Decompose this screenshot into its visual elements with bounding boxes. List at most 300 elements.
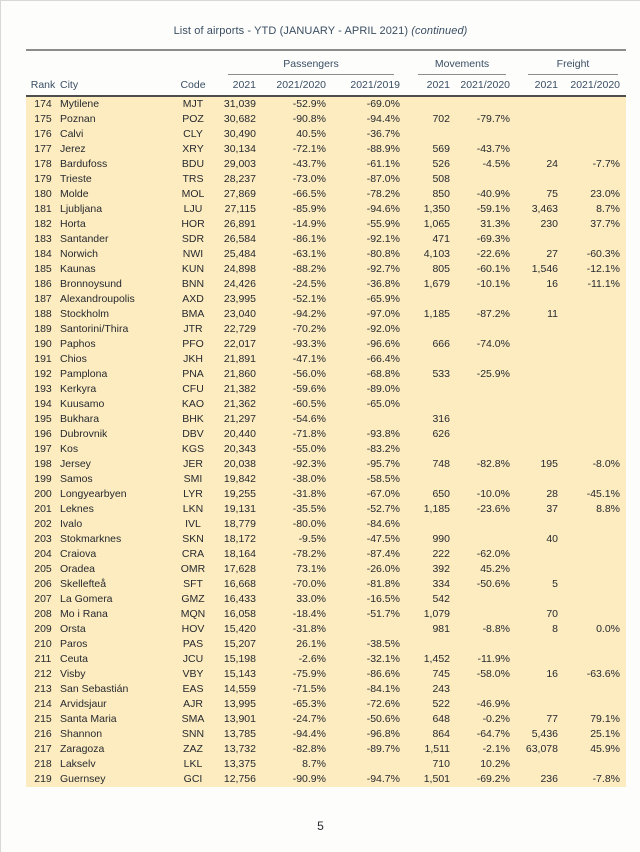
cell-freight-2021 — [516, 112, 562, 127]
cell-passengers-2021-2019: -97.0% — [366, 308, 400, 320]
cell-passengers-2021-2020: -94.4% — [292, 728, 326, 740]
cell-code: AJR — [183, 698, 203, 710]
cell-passengers-2021-2020: -75.9% — [292, 668, 326, 680]
cell-movements-2021: 981 — [432, 623, 450, 635]
cell-movements-2021: 4,103 — [423, 248, 450, 260]
cell-passengers-2021-2019: -87.0% — [366, 173, 400, 185]
table-row — [26, 667, 626, 682]
cell-passengers-2021-2020: -35.5% — [292, 503, 326, 515]
cell-passengers-2021-2019: -26.0% — [366, 563, 400, 575]
cell-passengers-2021-2019: -72.6% — [366, 698, 400, 710]
cell-city: Longyearbyen — [60, 488, 127, 500]
cell-freight-2021: 3,463 — [531, 203, 558, 215]
cell-rank: 207 — [34, 593, 52, 605]
group-label-passengers: Passengers — [228, 58, 394, 75]
cell-code: CLY — [183, 128, 203, 140]
cell-freight-2021 — [516, 172, 562, 187]
cell-passengers-2021-2020: -92.3% — [292, 458, 326, 470]
cell-freight-2021 — [516, 472, 562, 487]
cell-passengers-2021: 21,860 — [223, 368, 256, 380]
column-header-passengers-2021: 2021 — [216, 75, 266, 96]
cell-passengers-2021-2019: -67.0% — [366, 488, 400, 500]
cell-rank: 179 — [34, 173, 52, 185]
cell-passengers-2021: 21,297 — [223, 413, 256, 425]
cell-passengers-2021-2019: -55.9% — [366, 218, 400, 230]
table-row — [26, 742, 626, 757]
cell-freight-2021: 5,436 — [531, 728, 558, 740]
cell-rank: 219 — [34, 773, 52, 785]
cell-passengers-2021-2019: -81.8% — [366, 578, 400, 590]
cell-freight-2021-2020 — [562, 577, 626, 592]
cell-movements-2021: 471 — [432, 233, 450, 245]
cell-passengers-2021: 30,682 — [223, 113, 256, 125]
cell-freight-2021: 27 — [546, 248, 558, 260]
cell-freight-2021 — [516, 232, 562, 247]
cell-passengers-2021-2019: -88.9% — [366, 143, 400, 155]
cell-movements-2021: 1,185 — [423, 503, 450, 515]
cell-city: Molde — [60, 188, 89, 200]
cell-movements-2021 — [406, 442, 454, 457]
cell-passengers-2021-2019 — [334, 412, 406, 427]
cell-movements-2021: 650 — [432, 488, 450, 500]
cell-freight-2021-2020 — [562, 307, 626, 322]
cell-freight-2021 — [516, 397, 562, 412]
cell-rank: 210 — [34, 638, 52, 650]
cell-passengers-2021-2020: 40.5% — [296, 128, 326, 140]
cell-code: NWI — [182, 248, 204, 260]
cell-code: KGS — [181, 443, 205, 455]
cell-movements-2021-2020: -10.0% — [476, 488, 510, 500]
cell-passengers-2021: 24,898 — [223, 263, 256, 275]
cell-code: CFU — [182, 383, 204, 395]
cell-passengers-2021-2019: -94.7% — [366, 773, 400, 785]
cell-city: Visby — [60, 668, 86, 680]
cell-freight-2021-2020: 37.7% — [590, 218, 620, 230]
cell-code: SKN — [182, 533, 204, 545]
cell-city: Bronnoysund — [60, 278, 122, 290]
cell-movements-2021 — [406, 292, 454, 307]
cell-passengers-2021-2020: -14.9% — [292, 218, 326, 230]
cell-passengers-2021-2020: -71.8% — [292, 428, 326, 440]
cell-rank: 215 — [34, 713, 52, 725]
cell-freight-2021-2020 — [562, 637, 626, 652]
cell-freight-2021-2020: -7.8% — [592, 773, 620, 785]
cell-freight-2021: 1,546 — [531, 263, 558, 275]
table-row — [26, 187, 626, 202]
cell-passengers-2021-2019: -69.0% — [366, 98, 400, 110]
cell-passengers-2021-2020: -90.9% — [292, 773, 326, 785]
cell-movements-2021: 334 — [432, 578, 450, 590]
cell-passengers-2021-2019: -51.7% — [366, 608, 400, 620]
table-row — [26, 247, 626, 262]
cell-movements-2021: 745 — [432, 668, 450, 680]
table-row — [26, 322, 626, 337]
cell-passengers-2021: 20,343 — [223, 443, 256, 455]
cell-passengers-2021-2020: -66.5% — [292, 188, 326, 200]
table-row — [26, 382, 626, 397]
cell-freight-2021-2020 — [562, 547, 626, 562]
cell-passengers-2021: 15,143 — [223, 668, 256, 680]
cell-code: SMI — [183, 473, 203, 485]
group-spacer — [26, 50, 60, 75]
cell-movements-2021: 222 — [432, 548, 450, 560]
cell-passengers-2021: 28,237 — [223, 173, 256, 185]
cell-code: PFO — [182, 338, 204, 350]
cell-movements-2021: 1,079 — [423, 608, 450, 620]
cell-code: SMA — [181, 713, 205, 725]
cell-passengers-2021-2020: -24.5% — [292, 278, 326, 290]
cell-code: BHK — [182, 413, 204, 425]
cell-movements-2021: 990 — [432, 533, 450, 545]
cell-movements-2021: 1,350 — [423, 203, 450, 215]
cell-rank: 174 — [34, 98, 52, 110]
cell-movements-2021 — [406, 472, 454, 487]
cell-freight-2021-2020 — [562, 112, 626, 127]
cell-rank: 208 — [34, 608, 52, 620]
cell-freight-2021 — [516, 697, 562, 712]
cell-passengers-2021: 29,003 — [223, 158, 256, 170]
cell-passengers-2021-2019: -68.8% — [366, 368, 400, 380]
cell-freight-2021 — [516, 547, 562, 562]
cell-freight-2021: 236 — [540, 773, 558, 785]
cell-movements-2021-2020: -69.3% — [476, 233, 510, 245]
table-row — [26, 96, 626, 112]
cell-passengers-2021-2019: -58.5% — [366, 473, 400, 485]
cell-movements-2021-2020 — [454, 292, 516, 307]
cell-freight-2021-2020 — [562, 562, 626, 577]
cell-city: San Sebastián — [60, 683, 129, 695]
cell-movements-2021-2020 — [454, 172, 516, 187]
cell-freight-2021 — [516, 322, 562, 337]
cell-movements-2021-2020 — [454, 397, 516, 412]
cell-passengers-2021-2019: -89.7% — [366, 743, 400, 755]
cell-rank: 211 — [34, 653, 52, 665]
cell-city: Oradea — [60, 563, 96, 575]
cell-freight-2021 — [516, 382, 562, 397]
cell-passengers-2021: 30,134 — [223, 143, 256, 155]
cell-passengers-2021-2019: -87.4% — [366, 548, 400, 560]
cell-freight-2021: 75 — [546, 188, 558, 200]
cell-movements-2021-2020: -82.8% — [476, 458, 510, 470]
cell-rank: 186 — [34, 278, 52, 290]
cell-passengers-2021-2019: -84.1% — [366, 683, 400, 695]
cell-passengers-2021: 15,198 — [223, 653, 256, 665]
cell-passengers-2021-2019: -47.5% — [366, 533, 400, 545]
cell-passengers-2021: 24,426 — [223, 278, 256, 290]
cell-passengers-2021-2020: -88.2% — [292, 263, 326, 275]
cell-movements-2021 — [406, 352, 454, 367]
cell-rank: 191 — [34, 353, 52, 365]
cell-movements-2021-2020: -46.9% — [476, 698, 510, 710]
cell-city: Lakselv — [60, 758, 96, 770]
cell-code: SDR — [181, 233, 205, 245]
column-header-passengers-2021-2019: 2021/2019 — [334, 75, 406, 96]
cell-freight-2021 — [516, 592, 562, 607]
cell-passengers-2021-2019: -36.8% — [366, 278, 400, 290]
cell-passengers-2021-2020: -38.0% — [292, 473, 326, 485]
cell-code: ZAZ — [183, 743, 203, 755]
cell-city: Norwich — [60, 248, 98, 260]
cell-rank: 197 — [34, 443, 52, 455]
cell-passengers-2021-2019: -95.7% — [366, 458, 400, 470]
cell-movements-2021: 542 — [432, 593, 450, 605]
cell-movements-2021-2020 — [454, 682, 516, 697]
cell-rank: 188 — [34, 308, 52, 320]
cell-movements-2021-2020 — [454, 592, 516, 607]
cell-passengers-2021-2019: -38.5% — [366, 638, 400, 650]
table-row — [26, 127, 626, 142]
cell-movements-2021: 702 — [432, 113, 450, 125]
cell-movements-2021-2020 — [454, 96, 516, 112]
cell-freight-2021-2020 — [562, 352, 626, 367]
page-number: 5 — [317, 819, 324, 833]
cell-code: POZ — [182, 113, 204, 125]
table-row — [26, 652, 626, 667]
cell-code: JER — [183, 458, 203, 470]
cell-movements-2021-2020: -22.6% — [476, 248, 510, 260]
cell-movements-2021: 522 — [432, 698, 450, 710]
table-row — [26, 607, 626, 622]
cell-freight-2021-2020: -45.1% — [586, 488, 620, 500]
cell-rank: 203 — [34, 533, 52, 545]
cell-movements-2021 — [406, 382, 454, 397]
table-row — [26, 412, 626, 427]
cell-code: BDU — [181, 158, 205, 170]
cell-freight-2021-2020 — [562, 127, 626, 142]
cell-rank: 192 — [34, 368, 52, 380]
cell-movements-2021-2020: -11.9% — [477, 653, 510, 665]
cell-passengers-2021-2020: -72.1% — [292, 143, 326, 155]
cell-freight-2021-2020: -8.0% — [592, 458, 620, 470]
cell-freight-2021 — [516, 757, 562, 772]
cell-freight-2021-2020 — [562, 322, 626, 337]
cell-passengers-2021-2020: -94.2% — [292, 308, 326, 320]
cell-movements-2021-2020: -40.9% — [476, 188, 510, 200]
cell-rank: 209 — [34, 623, 52, 635]
cell-passengers-2021-2019: -80.8% — [366, 248, 400, 260]
cell-passengers-2021: 22,729 — [223, 323, 256, 335]
cell-rank: 180 — [34, 188, 52, 200]
cell-passengers-2021-2020: -60.5% — [292, 398, 326, 410]
cell-passengers-2021-2020: -70.0% — [292, 578, 326, 590]
cell-rank: 195 — [34, 413, 52, 425]
group-header-row — [26, 50, 626, 75]
page-title-continued: (continued) — [411, 25, 468, 37]
cell-freight-2021 — [516, 292, 562, 307]
cell-freight-2021 — [516, 427, 562, 442]
cell-passengers-2021-2020: 73.1% — [296, 563, 326, 575]
cell-freight-2021 — [516, 367, 562, 382]
table-row — [26, 112, 626, 127]
cell-passengers-2021: 16,668 — [223, 578, 256, 590]
cell-movements-2021 — [406, 96, 454, 112]
group-header-freight — [516, 50, 626, 75]
cell-movements-2021-2020 — [454, 382, 516, 397]
cell-freight-2021-2020: 79.1% — [590, 713, 620, 725]
cell-city: Horta — [60, 218, 86, 230]
table-row — [26, 757, 626, 772]
table-row — [26, 577, 626, 592]
cell-passengers-2021: 20,440 — [223, 428, 256, 440]
cell-rank: 201 — [34, 503, 52, 515]
cell-movements-2021: 1,501 — [423, 773, 450, 785]
cell-passengers-2021-2020: -82.8% — [292, 743, 326, 755]
cell-movements-2021-2020: -25.9% — [476, 368, 510, 380]
cell-passengers-2021: 19,842 — [223, 473, 256, 485]
cell-rank: 204 — [34, 548, 52, 560]
cell-freight-2021 — [516, 637, 562, 652]
table-row — [26, 142, 626, 157]
cell-city: Ceuta — [60, 653, 89, 665]
cell-passengers-2021-2019: -83.2% — [366, 443, 400, 455]
group-header-passengers — [216, 50, 406, 75]
cell-city: Skellefteå — [60, 578, 107, 590]
cell-freight-2021-2020 — [562, 142, 626, 157]
cell-rank: 216 — [34, 728, 52, 740]
cell-code: JTR — [183, 323, 203, 335]
cell-rank: 202 — [34, 518, 52, 530]
cell-movements-2021: 1,511 — [424, 743, 450, 755]
cell-freight-2021-2020: -11.1% — [587, 278, 620, 290]
cell-passengers-2021: 30,490 — [223, 128, 256, 140]
table-row — [26, 637, 626, 652]
cell-passengers-2021-2020: -24.7% — [292, 713, 326, 725]
cell-passengers-2021-2020: 8.7% — [302, 758, 326, 770]
cell-rank: 200 — [34, 488, 52, 500]
table-row — [26, 232, 626, 247]
cell-freight-2021-2020 — [562, 412, 626, 427]
cell-rank: 182 — [34, 218, 52, 230]
cell-city: Stockholm — [60, 308, 110, 320]
cell-movements-2021-2020: -58.0% — [476, 668, 510, 680]
cell-freight-2021-2020 — [562, 652, 626, 667]
column-header-rank: Rank — [26, 75, 60, 96]
cell-passengers-2021-2020: -86.1% — [292, 233, 326, 245]
cell-code: KUN — [181, 263, 205, 275]
group-label-movements: Movements — [418, 58, 506, 75]
cell-rank: 213 — [34, 683, 52, 695]
cell-passengers-2021-2020: -56.0% — [292, 368, 326, 380]
cell-movements-2021-2020: -79.7% — [476, 113, 510, 125]
cell-freight-2021-2020 — [562, 682, 626, 697]
cell-freight-2021 — [516, 517, 562, 532]
cell-passengers-2021: 23,995 — [223, 293, 256, 305]
table-row — [26, 532, 626, 547]
cell-movements-2021 — [406, 322, 454, 337]
cell-passengers-2021-2020: -70.2% — [292, 323, 326, 335]
cell-movements-2021-2020 — [454, 127, 516, 142]
cell-movements-2021-2020: 31.3% — [480, 218, 510, 230]
cell-movements-2021: 392 — [432, 563, 450, 575]
cell-passengers-2021-2019: -89.0% — [366, 383, 400, 395]
table-row — [26, 592, 626, 607]
cell-movements-2021-2020: -74.0% — [476, 338, 510, 350]
table-row — [26, 712, 626, 727]
cell-city: Jerez — [60, 143, 86, 155]
cell-freight-2021-2020: 23.0% — [590, 188, 620, 200]
cell-city: Paros — [60, 638, 88, 650]
cell-movements-2021: 1,679 — [423, 278, 450, 290]
cell-rank: 205 — [34, 563, 52, 575]
cell-movements-2021-2020: -0.2% — [482, 713, 510, 725]
table-row — [26, 772, 626, 787]
cell-freight-2021: 28 — [546, 488, 558, 500]
cell-passengers-2021: 27,869 — [223, 188, 256, 200]
cell-freight-2021: 77 — [546, 713, 558, 725]
table-row — [26, 472, 626, 487]
cell-movements-2021-2020 — [454, 532, 516, 547]
cell-freight-2021-2020 — [562, 367, 626, 382]
table-row — [26, 367, 626, 382]
cell-passengers-2021: 18,164 — [223, 548, 256, 560]
cell-passengers-2021-2019: -78.2% — [366, 188, 400, 200]
cell-freight-2021 — [516, 127, 562, 142]
cell-freight-2021 — [516, 682, 562, 697]
cell-passengers-2021-2020: -90.8% — [292, 113, 326, 125]
cell-freight-2021: 70 — [546, 608, 558, 620]
group-label-freight: Freight — [528, 58, 618, 75]
cell-movements-2021-2020: -2.1% — [482, 743, 510, 755]
cell-city: Poznan — [60, 113, 96, 125]
cell-freight-2021: 8 — [552, 623, 558, 635]
cell-freight-2021: 11 — [547, 308, 558, 320]
cell-passengers-2021-2019: -94.4% — [366, 113, 400, 125]
cell-freight-2021-2020 — [562, 382, 626, 397]
cell-movements-2021-2020: -60.1% — [476, 263, 510, 275]
cell-movements-2021: 710 — [432, 758, 450, 770]
cell-rank: 212 — [34, 668, 52, 680]
table-row — [26, 172, 626, 187]
cell-freight-2021-2020 — [562, 472, 626, 487]
cell-rank: 194 — [34, 398, 52, 410]
cell-city: Dubrovnik — [60, 428, 108, 440]
column-header-movements-2021: 2021 — [406, 75, 454, 96]
cell-freight-2021-2020 — [562, 442, 626, 457]
table-row — [26, 202, 626, 217]
cell-passengers-2021: 13,375 — [223, 758, 256, 770]
cell-movements-2021-2020: -62.0% — [476, 548, 510, 560]
cell-passengers-2021-2020: -52.9% — [292, 98, 326, 110]
cell-code: EAS — [182, 683, 204, 695]
cell-passengers-2021: 22,017 — [223, 338, 256, 350]
cell-passengers-2021-2020: -93.3% — [292, 338, 326, 350]
cell-passengers-2021-2020: -2.6% — [298, 653, 326, 665]
column-header-movements-2021-2020: 2021/2020 — [454, 75, 516, 96]
cell-movements-2021: 850 — [432, 188, 450, 200]
table-row — [26, 217, 626, 232]
cell-movements-2021-2020 — [454, 517, 516, 532]
page-title-main: List of airports - YTD (JANUARY - APRIL 2021) — [173, 25, 412, 37]
cell-city: Ivalo — [60, 518, 83, 530]
cell-movements-2021: 526 — [432, 158, 450, 170]
cell-freight-2021-2020: 8.7% — [596, 203, 620, 215]
cell-passengers-2021: 21,382 — [223, 383, 256, 395]
cell-freight-2021: 40 — [546, 533, 558, 545]
cell-passengers-2021-2019: -92.7% — [366, 263, 400, 275]
cell-passengers-2021-2020: -85.9% — [292, 203, 326, 215]
cell-passengers-2021-2020: 33.0% — [296, 593, 326, 605]
cell-passengers-2021-2020: -47.1% — [292, 353, 326, 365]
cell-passengers-2021-2019: -96.8% — [366, 728, 400, 740]
cell-freight-2021-2020: 25.1% — [590, 728, 620, 740]
cell-passengers-2021-2020: -65.3% — [292, 698, 326, 710]
cell-movements-2021-2020: -59.1% — [476, 203, 510, 215]
cell-city: Kaunas — [60, 263, 96, 275]
cell-passengers-2021: 18,172 — [223, 533, 256, 545]
cell-movements-2021-2020 — [454, 637, 516, 652]
cell-freight-2021: 24 — [546, 158, 558, 170]
cell-movements-2021: 805 — [432, 263, 450, 275]
